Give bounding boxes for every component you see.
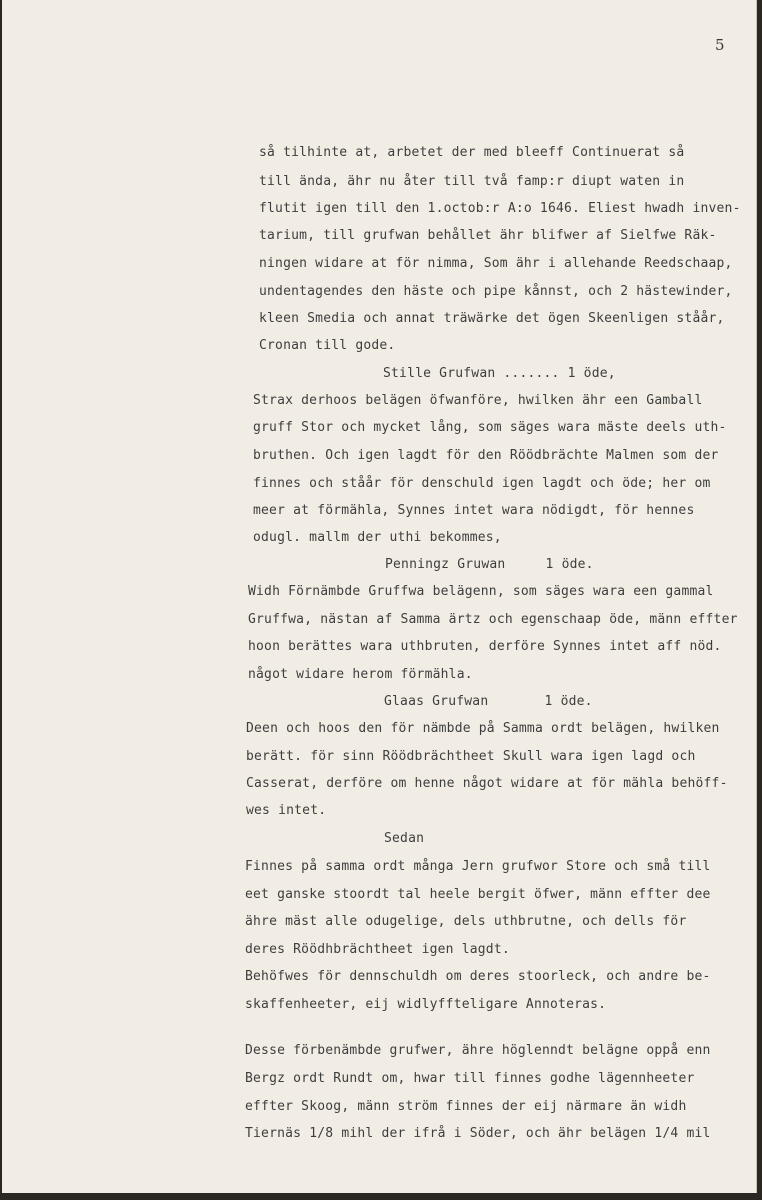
text-line: finnes och ståår för denschuld igen lagdt och öde; her om [253, 476, 711, 491]
text-line: Behöfwes för dennschuldh om deres stoorleck, och andre be- [245, 969, 711, 984]
text-line: wes intet. [246, 803, 327, 818]
section-heading: Stille Grufwan ....... 1 öde, [383, 366, 616, 381]
text-line: gruff Stor och mycket lång, som säges wara mäste deels uth- [253, 420, 727, 435]
text-line: så tilhinte at, arbetet der med bleeff Continuerat så [259, 145, 685, 160]
text-line: berätt. för sinn Röödbrächtheet Skull wara igen lagd och [246, 749, 696, 764]
text-line: meer at förmähla, Synnes intet wara nödigdt, för hennes [253, 503, 695, 518]
text-line: skaffenheeter, eij widlyffteligare Annoteras. [245, 997, 607, 1012]
text-line: Cronan till gode. [259, 338, 396, 353]
section-heading: Penningz Gruwan 1 öde. [385, 557, 594, 572]
text-line: bruthen. Och igen lagdt för den Röödbrächte Malmen som der [253, 448, 719, 463]
text-line: odugl. mallm der uthi bekommes, [253, 530, 502, 545]
section-heading: Sedan [384, 831, 425, 846]
text-line: Finnes på samma ordt många Jern grufwor Store och små till [245, 859, 711, 874]
text-line: Bergz ordt Rundt om, hwar till finnes godhe lägennheeter [245, 1071, 695, 1086]
text-line: Deen och hoos den för nämbde på Samma ordt belägen, hwilken [246, 721, 720, 736]
text-line: ähre mäst alle odugelige, dels uthbrutne, och dells för [245, 914, 687, 929]
text-line: Casserat, derföre om henne något widare at för mähla behöff- [246, 776, 728, 791]
text-line: något widare herom förmähla. [248, 667, 473, 682]
text-line: Tiernäs 1/8 mihl der ifrå i Söder, och ähr belägen 1/4 mil [245, 1126, 711, 1141]
text-line: till ända, ähr nu åter till två famp:r diupt waten in [259, 174, 685, 189]
text-line: hoon berättes wara uthbruten, derföre Synnes intet aff nöd. [248, 639, 722, 654]
text-line: kleen Smedia och annat träwärke det ögen Skeenligen ståår, [259, 311, 725, 326]
text-line: tarium, till grufwan behållet ähr blifwer af Sielfwe Räk- [259, 228, 717, 243]
document-page [2, 0, 757, 1193]
text-line: Desse förbenämbde grufwer, ähre höglenndt belägne oppå enn [245, 1043, 711, 1058]
text-line: eet ganske stoordt tal heele bergit öfwer, männ effter dee [245, 887, 711, 902]
text-line: flutit igen till den 1.octob:r A:o 1646. Eliest hwadh inven- [259, 201, 741, 216]
page-number: 5 [715, 36, 725, 54]
text-line: deres Röödhbrächtheet igen lagdt. [245, 942, 510, 957]
text-line: undentagendes den häste och pipe kånnst, och 2 hästewinder, [259, 284, 733, 299]
text-line: Gruffwa, nästan af Samma ärtz och egenschaap öde, männ effter [248, 612, 738, 627]
text-line: effter Skoog, männ ström finnes der eij närmare än widh [245, 1099, 687, 1114]
section-heading: Glaas Grufwan 1 öde. [384, 694, 593, 709]
text-line: Widh Förnämbde Gruffwa belägenn, som säges wara een gammal [248, 584, 714, 599]
text-line: ningen widare at för nimma, Som ähr i allehande Reedschaap, [259, 256, 733, 271]
text-line: Strax derhoos belägen öfwanföre, hwilken ähr een Gamball [253, 393, 703, 408]
